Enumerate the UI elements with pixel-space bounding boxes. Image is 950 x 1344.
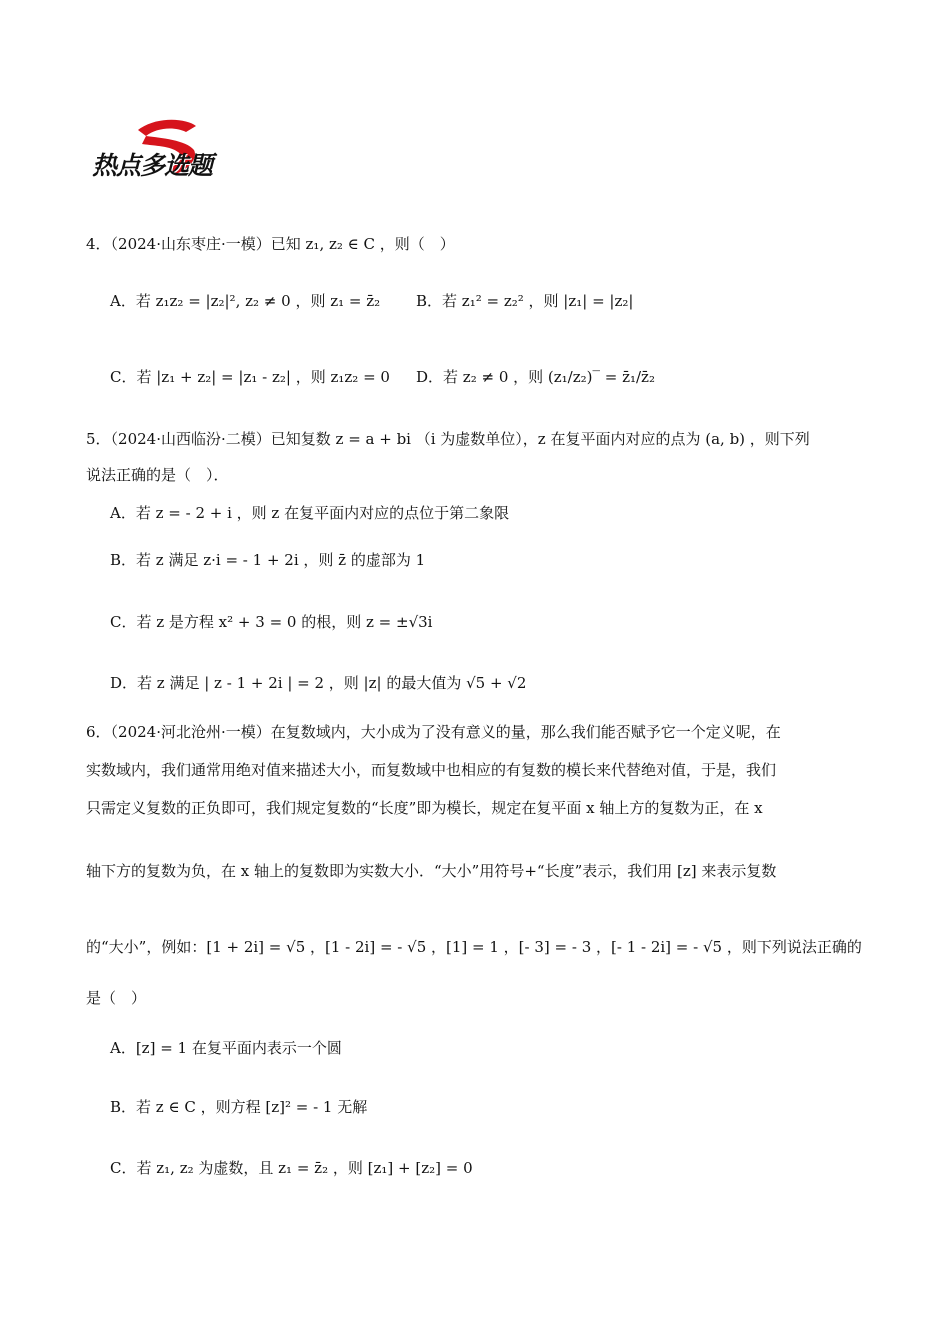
question-4-option-a: A．若 z₁z₂ = |z₂|², z₂ ≠ 0 ，则 z₁ = z̄₂ [110, 292, 381, 310]
question-5-stem-line-1: 5．（2024·山西临汾·二模）已知复数 z = a + bi （i 为虚数单位），z 在复平面内对应的点为 (a, b) ，则下列 [86, 430, 810, 448]
question-6-stem-line-5: 的“大小”，例如：[1 + 2i] = √5 ，[1 - 2i] = - √5 ，[1] = 1 ，[- 3] = - 3 ，[- 1 - 2i] = - √5 ，则下列说法正确的 [86, 938, 862, 956]
question-6-stem-line-1: 6．（2024·河北沧州·一模）在复数域内，大小成为了没有意义的量，那么我们能否赋予它一个定义呢，在 [86, 723, 781, 741]
question-6-option-a: A．[z] = 1 在复平面内表示一个圆 [110, 1039, 342, 1057]
question-4-option-d: D．若 z₂ ≠ 0 ，则 (z₁/z₂)‾ = z̄₁/z̄₂ [416, 368, 655, 386]
question-5-stem-line-2: 说法正确的是（ ）． [86, 466, 229, 484]
question-5-option-b: B．若 z 满足 z·i = - 1 + 2i ，则 z̄ 的虚部为 1 [110, 551, 426, 569]
question-4-stem: 4．（2024·山东枣庄·一模）已知 z₁, z₂ ∈ C ，则（ ） [86, 235, 455, 253]
question-6-stem-line-4: 轴下方的复数为负，在 x 轴上的复数即为实数大小．“大小”用符号+“长度”表示，我们用 [z] 来表示复数 [86, 862, 777, 880]
question-5-option-c: C．若 z 是方程 x² + 3 = 0 的根，则 z = ±√3i [110, 613, 433, 631]
question-6-stem-line-3: 只需定义复数的正负即可，我们规定复数的“长度”即为模长，规定在复平面 x 轴上方的复数为正，在 x [86, 799, 763, 817]
question-4-option-c: C．若 |z₁ + z₂| = |z₁ - z₂| ，则 z₁z₂ = 0 [110, 368, 390, 386]
question-6-stem-line-6: 是（ ） [86, 989, 147, 1007]
question-5-option-d: D．若 z 满足 | z - 1 + 2i | = 2 ，则 |z| 的最大值为 √5 + √2 [110, 674, 527, 692]
hot-topic-logo [86, 116, 236, 186]
question-6-option-c: C．若 z₁, z₂ 为虚数，且 z₁ = z̄₂ ，则 [z₁] + [z₂] = 0 [110, 1159, 473, 1177]
question-6-stem-line-2: 实数域内，我们通常用绝对值来描述大小，而复数域中也相应的有复数的模长来代替绝对值，于是，我们 [86, 761, 777, 779]
question-6-option-b: B．若 z ∈ C ，则方程 [z]² = - 1 无解 [110, 1098, 368, 1116]
question-4-option-b: B．若 z₁² = z₂² ，则 |z₁| = |z₂| [416, 292, 634, 310]
logo-text: 热点多选题 [92, 151, 213, 180]
question-5-option-a: A．若 z = - 2 + i ，则 z 在复平面内对应的点位于第二象限 [110, 504, 510, 522]
